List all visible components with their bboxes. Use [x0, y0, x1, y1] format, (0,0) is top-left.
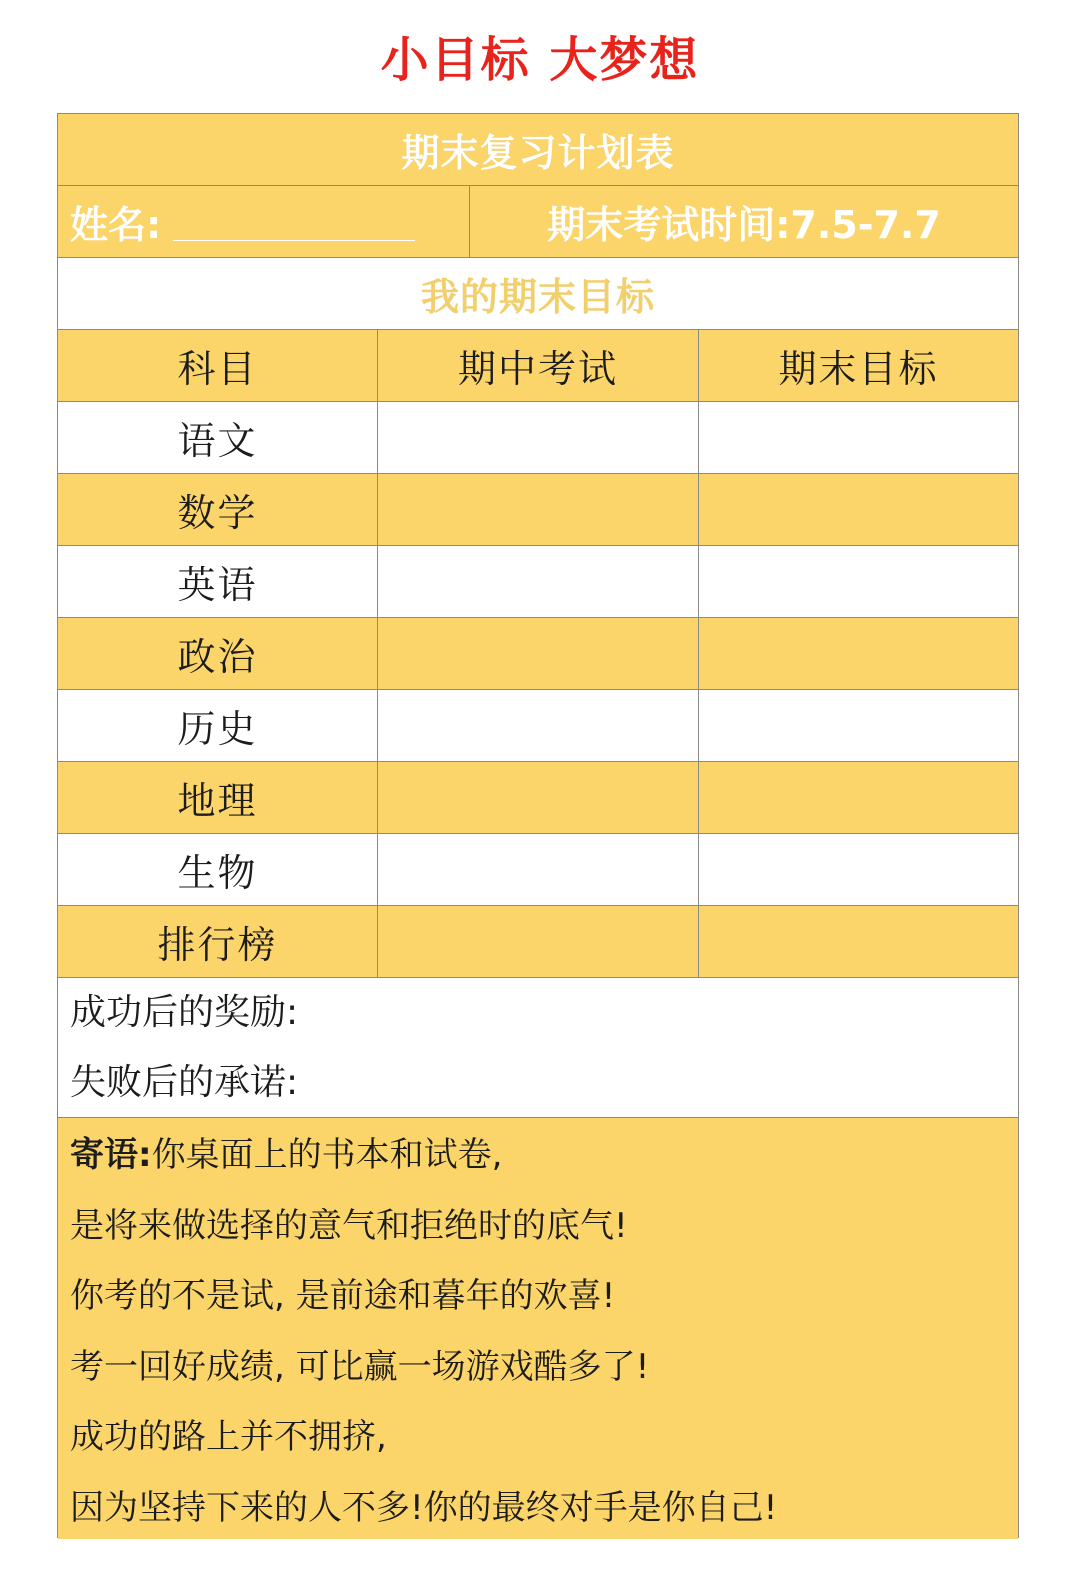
- goal-title: 我的期末目标: [420, 275, 655, 319]
- message-label: 寄语:: [70, 1135, 152, 1175]
- table-row: [58, 834, 1018, 906]
- message-line: 考一回好成绩, 可比赢一场游戏酷多了!: [70, 1346, 650, 1387]
- exam-time: 期末考试时间:7.5-7.7: [547, 203, 941, 247]
- subject-cell: 数学: [58, 474, 378, 545]
- subject-cell: 历史: [58, 690, 378, 761]
- midterm-cell[interactable]: [378, 834, 699, 905]
- name-cell: [58, 186, 470, 257]
- table-row: [58, 474, 1018, 546]
- table-row: [58, 762, 1018, 834]
- message-line: 是将来做选择的意气和拒绝时的底气!: [70, 1205, 628, 1246]
- column-header-final-goal: 期末目标: [778, 347, 939, 391]
- goal-title-row: [58, 258, 1018, 330]
- midterm-cell[interactable]: [378, 618, 699, 689]
- column-header-subject: 科目: [58, 330, 378, 401]
- page-title: 小目标 大梦想: [380, 32, 700, 88]
- name-label: 姓名:: [70, 203, 162, 247]
- final-goal-cell[interactable]: [699, 402, 1018, 473]
- table-row: [58, 546, 1018, 618]
- promise-label: 失败后的承诺:: [70, 1062, 299, 1103]
- midterm-cell[interactable]: [378, 402, 699, 473]
- name-input-line[interactable]: [173, 202, 415, 241]
- final-goal-cell[interactable]: [699, 618, 1018, 689]
- midterm-cell[interactable]: [378, 474, 699, 545]
- reward-promise-block: [58, 978, 1018, 1118]
- table-header-row: [58, 330, 1018, 402]
- info-row: [58, 186, 1018, 258]
- subject-cell: 排行榜: [58, 906, 378, 977]
- midterm-cell[interactable]: [378, 762, 699, 833]
- table-row: [58, 618, 1018, 690]
- subject-cell: 地理: [58, 762, 378, 833]
- message-line: 你考的不是试, 是前途和暮年的欢喜!: [70, 1276, 616, 1316]
- table-title: 期末复习计划表: [401, 131, 675, 175]
- final-goal-cell[interactable]: [699, 690, 1018, 761]
- table-row: [58, 906, 1018, 978]
- message-line: 成功的路上并不拥挤,: [70, 1417, 387, 1457]
- final-goal-cell[interactable]: [699, 474, 1018, 545]
- reward-label: 成功后的奖励:: [70, 992, 299, 1033]
- message-line: [70, 1120, 1018, 1191]
- message-text: 你桌面上的书本和试卷,: [151, 1135, 503, 1175]
- final-goal-cell[interactable]: [699, 762, 1018, 833]
- table-row: [58, 402, 1018, 474]
- subject-cell: 英语: [58, 546, 378, 617]
- subject-cell: 政治: [58, 618, 378, 689]
- message-line: 因为坚持下来的人不多!你的最终对手是你自己!: [70, 1487, 778, 1528]
- review-plan-table: [57, 113, 1019, 1538]
- message-block: [58, 1118, 1018, 1539]
- final-goal-cell[interactable]: [699, 546, 1018, 617]
- table-title-row: [58, 114, 1018, 186]
- midterm-cell[interactable]: [378, 690, 699, 761]
- subject-cell: 生物: [58, 834, 378, 905]
- midterm-cell[interactable]: [378, 546, 699, 617]
- final-goal-cell[interactable]: [699, 906, 1018, 977]
- final-goal-cell[interactable]: [699, 834, 1018, 905]
- midterm-cell[interactable]: [378, 906, 699, 977]
- subject-cell: 语文: [58, 402, 378, 473]
- column-header-midterm: 期中考试: [378, 330, 699, 401]
- table-row: [58, 690, 1018, 762]
